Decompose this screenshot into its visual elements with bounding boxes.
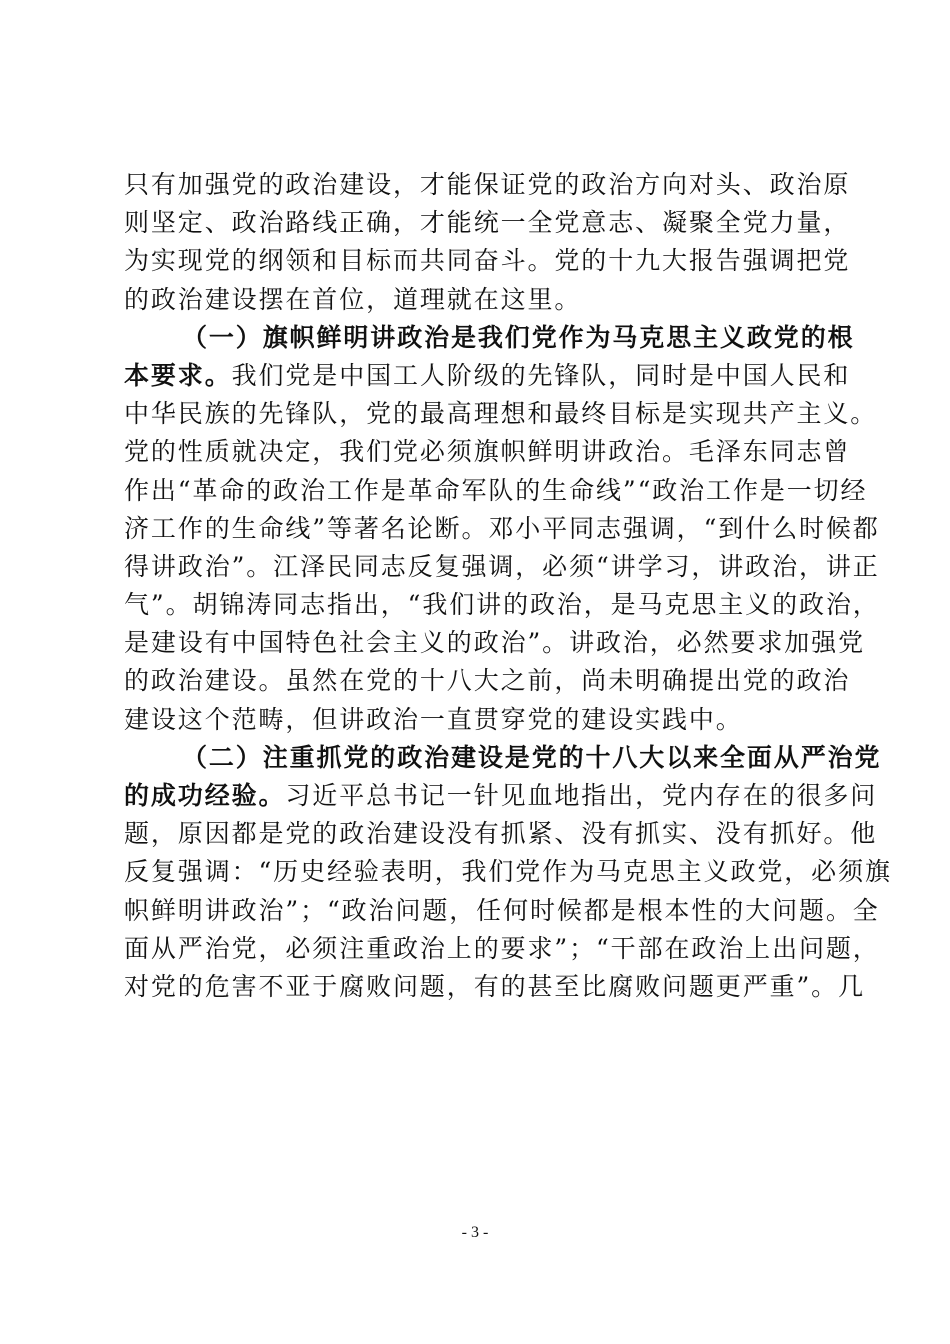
paragraph-line (124, 586, 880, 624)
paragraph-line (124, 930, 880, 968)
paragraph-line (124, 242, 851, 280)
bold-text: （二）注重抓党的政治建设是党的十八大以来全面从严治党 (182, 742, 882, 772)
body-text-run: 建设这个范畴，但讲政治一直贯穿党的建设实践中。 (124, 704, 743, 734)
body-text-run: 帜鲜明讲政治”；“政治问题，任何时候都是根本性的大问题。全 (124, 895, 880, 925)
section-heading-line (124, 739, 882, 777)
body-text-run: 是建设有中国特色社会主义的政治”。讲政治，必然要求加强党 (124, 628, 865, 658)
section-heading-line (124, 319, 855, 357)
body-text-run: 济工作的生命线”等著名论断。邓小平同志强调，“到什么时候都 (124, 513, 880, 543)
paragraph-line (124, 357, 851, 395)
body-text-run: 对党的危害不亚于腐败问题，有的甚至比腐败问题更严重”。几 (124, 971, 865, 1001)
body-text-run: 面从严治党，必须注重政治上的要求”；“干部在政治上出问题， (124, 933, 880, 963)
body-text-run: 气”。胡锦涛同志指出，“我们讲的政治，是马克思主义的政治， (124, 590, 880, 620)
paragraph-line (124, 395, 878, 433)
page-number: - 3 - (461, 1224, 489, 1241)
body-text-run: 得讲政治”。江泽民同志反复强调，必须“讲学习，讲政治，讲正 (124, 551, 880, 581)
body-text-run: 为实现党的纲领和目标而共同奋斗。党的十九大报告强调把党 (124, 246, 851, 276)
paragraph-line (124, 510, 880, 548)
body-text-run: 则坚定、政治路线正确，才能统一全党意志、凝聚全党力量， (124, 208, 851, 238)
paragraph-line (124, 815, 878, 853)
paragraph-line (124, 166, 851, 204)
paragraph-line (124, 281, 830, 319)
body-text-run: 只有加强党的政治建设，才能保证党的政治方向对头、政治原 (124, 170, 851, 199)
bold-text: （一）旗帜鲜明讲政治是我们党作为马克思主义政党的根 (182, 322, 855, 352)
paragraph-line (124, 624, 865, 662)
body-text-run: 反复强调：“历史经验表明，我们党作为马克思主义政党，必须旗 (124, 857, 892, 887)
body-text-run: 习近平总书记一针见血地指出，党内存在的很多问 (285, 781, 878, 810)
bold-text: 的成功经验。 (124, 781, 286, 810)
body-text-run: 中华民族的先锋队，党的最高理想和最终目标是实现共产主义。 (124, 399, 878, 429)
body-text-run: 我们党是中国工人阶级的先锋队，同时是中国人民和 (231, 360, 851, 390)
body-text-run: 作出“革命的政治工作是革命军队的生命线”“政治工作是一切经 (124, 475, 868, 505)
paragraph-line (124, 204, 851, 242)
paragraph-line (124, 892, 880, 930)
paragraph-line (124, 853, 892, 891)
paragraph-line (124, 472, 868, 510)
body-text-run: 的政治建设。虽然在党的十八大之前，尚未明确提出党的政治 (124, 666, 851, 696)
paragraph-line (124, 662, 851, 700)
paragraph-line (124, 968, 865, 1006)
body-text-run: 题，原因都是党的政治建设没有抓紧、没有抓实、没有抓好。他 (124, 819, 878, 849)
paragraph-line (124, 701, 830, 739)
paragraph-line (124, 777, 878, 815)
body-text (124, 166, 892, 1006)
body-text-run: 的政治建设摆在首位，道理就在这里。 (124, 284, 582, 314)
bold-text: 本要求。 (124, 360, 232, 390)
body-text-run: 党的性质就决定，我们党必须旗帜鲜明讲政治。毛泽东同志曾 (124, 437, 851, 467)
paragraph-line (124, 548, 880, 586)
paragraph-line (124, 433, 851, 471)
